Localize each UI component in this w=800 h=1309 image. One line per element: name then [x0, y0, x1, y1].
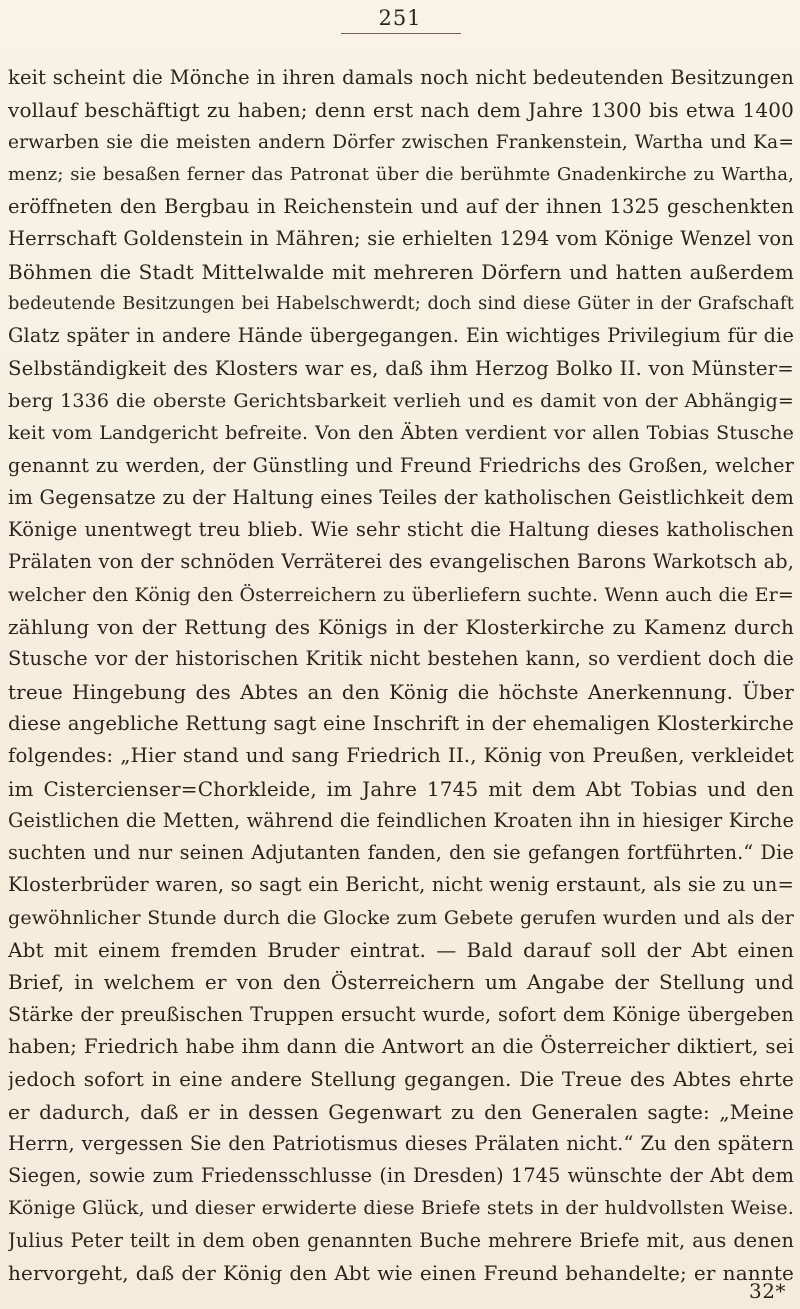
header-rule — [341, 33, 461, 34]
text-line: Siegen, sowie zum Friedensschlusse (in Dresden) 1745 wünschte der Abt dem — [8, 1164, 794, 1188]
text-line: Abt mit einem fremden Bruder eintrat. — Bald darauf soll der Abt einen — [8, 938, 794, 963]
text-line: Klosterbrüder waren, so sagt ein Bericht, nicht wenig erstaunt, als sie zu un= — [8, 873, 794, 897]
text-line: treue Hingebung des Abtes an den König die höchste Anerkennung. Über — [8, 679, 794, 704]
page-number: 251 — [378, 6, 422, 30]
text-line: Herrschaft Goldenstein in Mähren; sie erhielten 1294 vom Könige Wenzel von — [8, 227, 794, 251]
text-line: genannt zu werden, der Günstling und Freund Friedrichs des Großen, welcher — [8, 453, 794, 477]
text-line: Böhmen die Stadt Mittelwalde mit mehreren Dörfern und hatten außerdem — [8, 259, 794, 284]
text-line: jedoch sofort in eine andere Stellung gegangen. Die Treue des Abtes ehrte — [8, 1067, 794, 1092]
text-line: im Gegensatze zu der Haltung eines Teiles der katholischen Geistlichkeit dem — [8, 485, 794, 509]
text-line: Stärke der preußischen Truppen ersucht wurde, sofort dem Könige übergeben — [8, 1002, 794, 1026]
text-line: Selbständigkeit des Klosters war es, daß ihm Herzog Bolko II. von Münster= — [8, 356, 794, 380]
text-line: Könige Glück, und dieser erwiderte diese Briefe stets in der huldvollsten Weise. — [8, 1197, 794, 1220]
text-line: diese angebliche Rettung sagt eine Inschrift in der ehemaligen Klosterkirche — [8, 711, 794, 735]
text-line: er dadurch, daß er in dessen Gegenwart zu den Generalen sagte: „Meine — [8, 1099, 794, 1124]
text-line: Prälaten von der schnöden Verräterei des evangelischen Barons Warkotsch ab, — [8, 550, 794, 574]
text-line: keit scheint die Mönche in ihren damals noch nicht bedeutenden Besitzungen — [8, 66, 794, 89]
text-line: im Cistercienser=Chorkleide, im Jahre 1745 mit dem Abt Tobias und den — [8, 776, 794, 801]
text-line: zählung von der Rettung des Königs in der Klosterkirche zu Kamenz durch — [8, 615, 794, 640]
text-line: berg 1336 die oberste Gerichtsbarkeit verlieh und es damit von der Abhängig= — [8, 389, 794, 412]
text-line: haben; Friedrich habe ihm dann die Antwort an die Österreicher diktiert, sei — [8, 1034, 794, 1058]
text-line: welcher den König den Österreichern zu überliefern suchte. Wenn auch die Er= — [8, 583, 794, 606]
text-line: hervorgeht, daß der König den Abt wie einen Freund behandelte; er nannte — [8, 1260, 794, 1285]
text-line: Stusche vor der historischen Kritik nicht bestehen kann, so verdient doch die — [8, 647, 794, 671]
text-line: suchten und nur seinen Adjutanten fanden, den sie gefangen fortführten.“ Die — [8, 841, 794, 865]
text-line: Geistlichen die Metten, während die feindlichen Kroaten ihn in hiesiger Kirche — [8, 808, 794, 832]
text-line: menz; sie besaßen ferner das Patronat über die berühmte Gnadenkirche zu Wartha, — [8, 163, 794, 185]
text-line: Könige unentwegt treu blieb. Wie sehr sticht die Haltung dieses katholischen — [8, 518, 794, 542]
text-line: Herrn, vergessen Sie den Patriotismus dieses Prälaten nicht.“ Zu den spätern — [8, 1131, 794, 1155]
text-line: Brief, in welchem er von den Österreichern um Angabe der Stellung und — [8, 970, 794, 995]
text-line: eröffneten den Bergbau in Reichenstein und auf der ihnen 1325 geschenkten — [8, 195, 794, 219]
signature-mark: 32* — [749, 1279, 786, 1303]
text-line: Glatz später in andere Hände übergegangen. Ein wichtiges Privilegium für die — [8, 324, 794, 348]
body-text — [8, 62, 794, 1289]
text-line: vollauf beschäftigt zu haben; denn erst nach dem Jahre 1300 bis etwa 1400 — [8, 98, 794, 123]
text-line: gewöhnlicher Stunde durch die Glocke zum Gebete gerufen wurden und als der — [8, 906, 794, 929]
text-line: bedeutende Besitzungen bei Habelschwerdt; doch sind diese Güter in der Grafschaft — [8, 294, 794, 315]
text-line: folgendes: „Hier stand und sang Friedrich II., König von Preußen, verkleidet — [8, 744, 794, 768]
text-line: erwarben sie die meisten andern Dörfer zwischen Frankenstein, Wartha und Ka= — [8, 131, 794, 153]
text-line: keit vom Landgericht befreite. Von den Äbten verdient vor allen Tobias Stusche — [8, 422, 794, 445]
text-line: Julius Peter teilt in dem oben genannten Buche mehrere Briefe mit, aus denen — [8, 1228, 794, 1252]
